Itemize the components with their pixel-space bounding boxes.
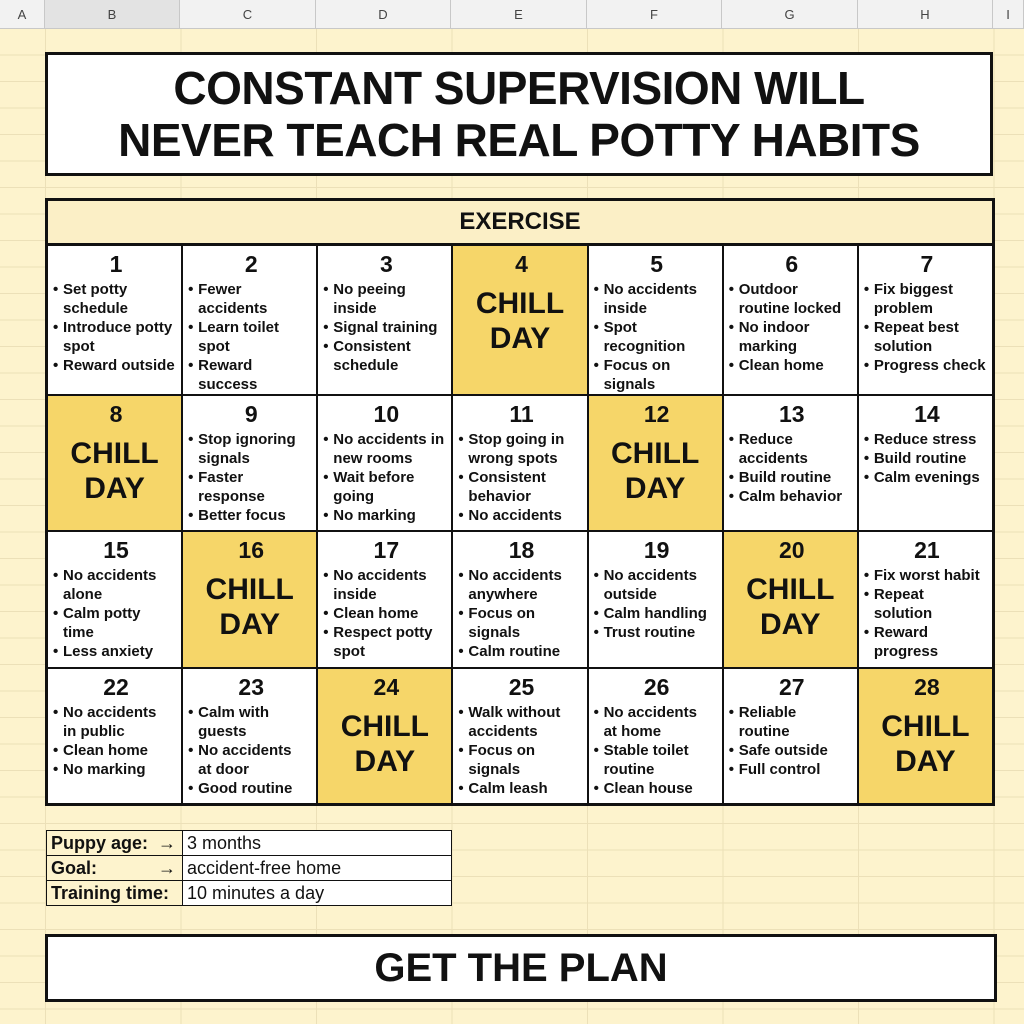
chill-day-label: CHILL DAY [70,437,159,505]
chill-day-label: CHILL DAY [746,573,835,642]
task-item: • Reward success [188,356,314,394]
day-cell[interactable] [724,246,857,394]
day-cell[interactable] [453,532,586,666]
task-item: • Wait before going [323,468,449,506]
task-item: • Stop going in wrong spots [458,430,584,468]
task-list [323,280,449,375]
task-list [864,430,990,487]
task-item: • Build routine [864,449,990,468]
task-item: • Signal training [323,318,449,337]
day-number: 19 [643,537,670,564]
task-item: • No indoor marking [729,318,855,356]
task-item: • Calm potty time [53,604,179,642]
day-number: 25 [508,673,535,700]
day-cell[interactable] [589,532,722,666]
day-cell[interactable] [183,246,316,394]
task-item: • Calm behavior [729,487,855,506]
day-number: 5 [650,251,664,277]
day-cell[interactable] [859,532,992,666]
task-item: • No accidents [458,506,584,525]
calendar-grid [48,246,992,803]
column-header-d[interactable]: D [316,0,451,28]
day-number: 22 [103,673,129,700]
task-item: • Calm with guests [188,703,314,741]
day-number: 20 [778,537,805,564]
task-list [594,703,720,798]
task-item: • Spot recognition [594,318,720,356]
day-number: 21 [914,537,940,564]
task-item: • Full control [729,760,855,779]
task-item: • Less anxiety [53,642,179,661]
task-item: • Reliable routine [729,703,855,741]
day-number: 1 [109,251,123,277]
task-item: • Repeat solution [864,585,990,623]
task-list [53,566,179,661]
task-list [864,566,990,661]
task-list [729,703,855,779]
day-cell[interactable] [859,396,992,530]
task-item: • Good routine [188,779,314,798]
day-number: 13 [778,401,805,427]
info-value-cell[interactable]: 3 months [183,831,452,856]
column-header-f[interactable]: F [587,0,722,28]
day-cell[interactable] [48,669,181,803]
task-item: • Fix worst habit [864,566,990,585]
day-number: 27 [778,673,805,700]
task-item: • Respect potty spot [323,623,449,661]
arrow-right-icon: → [158,833,176,853]
column-header-h[interactable]: H [858,0,993,28]
task-item: • No accidents at door [188,741,314,779]
chill-day-label: CHILL DAY [205,573,294,642]
get-the-plan-button[interactable]: GET THE PLAN [45,934,997,1002]
day-number: 12 [643,401,670,427]
day-cell[interactable] [48,246,181,394]
column-header-i[interactable]: I [993,0,1024,28]
day-number: 14 [914,401,940,427]
day-number: 24 [373,673,400,700]
task-item: • No marking [323,506,449,525]
task-item: • Reduce accidents [729,430,855,468]
task-item: • Introduce potty spot [53,318,179,356]
task-item: • Clean house [594,779,720,798]
task-item: • Progress check [864,356,990,375]
day-cell[interactable] [183,396,316,530]
day-number: 23 [238,673,264,700]
day-number: 16 [238,537,264,564]
info-label-cell[interactable] [47,881,183,906]
task-item: • Walk without accidents [458,703,584,741]
column-header-e[interactable]: E [451,0,587,28]
day-cell[interactable] [453,396,586,530]
task-item: • No accidents inside [594,280,720,318]
title-banner [45,52,993,176]
task-list [594,280,720,394]
task-item: • Fewer accidents [188,280,314,318]
task-list [458,430,584,525]
info-row [47,856,452,881]
column-header-bar [0,0,1024,29]
task-item: • Repeat best solution [864,318,990,356]
task-list [458,703,584,798]
day-number: 2 [244,251,258,277]
task-list [458,566,584,661]
day-cell[interactable] [48,396,181,530]
info-label: Goal: [51,857,98,878]
chill-day-label: CHILL DAY [881,709,970,778]
task-item: • No accidents inside [323,566,449,604]
info-label: Training time: [51,882,170,903]
task-item: • Focus on signals [594,356,720,394]
info-row [47,881,452,906]
column-header-b[interactable]: B [45,0,180,28]
task-list [323,430,449,525]
task-item: • Focus on signals [458,741,584,779]
info-label: Puppy age: [51,832,149,853]
day-number: 10 [373,401,400,427]
task-item: • No accidents alone [53,566,179,604]
day-cell[interactable] [318,396,451,530]
task-item: • Stop ignoring signals [188,430,314,468]
task-list [864,280,990,375]
day-cell[interactable] [48,532,181,666]
day-cell[interactable] [183,532,316,666]
task-item: • Reduce stress [864,430,990,449]
task-item: • Fix biggest problem [864,280,990,318]
column-header-c[interactable]: C [180,0,316,28]
task-item: • No accidents in new rooms [323,430,449,468]
task-list [188,703,314,798]
task-item: • Set potty schedule [53,280,179,318]
task-item: • Learn toilet spot [188,318,314,356]
task-item: • Consistent behavior [458,468,584,506]
task-list [53,703,179,779]
task-item: • Consistent schedule [323,337,449,375]
day-cell[interactable] [724,669,857,803]
task-item: • Calm handling [594,604,720,623]
task-item: • No accidents at home [594,703,720,741]
day-number: 17 [373,537,400,564]
day-number: 28 [914,673,940,700]
day-number: 8 [109,401,123,427]
day-cell[interactable] [183,669,316,803]
day-number: 15 [103,537,129,564]
task-list [594,566,720,642]
task-item: • Clean home [53,741,179,760]
day-cell[interactable] [453,246,586,394]
day-number: 6 [785,251,799,277]
day-cell[interactable] [724,396,857,530]
exercise-calendar [45,198,995,806]
task-item: • Reward progress [864,623,990,661]
info-value-cell[interactable]: accident-free home [183,856,452,881]
day-number: 3 [379,251,393,277]
task-item: • No peeing inside [323,280,449,318]
chill-day-label: CHILL DAY [610,437,700,505]
task-item: • Reward outside [53,356,179,375]
task-item: • Calm evenings [864,468,990,487]
task-item: • Build routine [729,468,855,487]
day-cell[interactable] [589,396,722,530]
task-list [188,280,314,394]
task-list [53,280,179,375]
task-item: • No accidents anywhere [458,566,584,604]
task-item: • Faster response [188,468,314,506]
day-cell[interactable] [318,246,451,394]
info-value-cell[interactable]: 10 minutes a day [183,881,452,906]
day-cell[interactable] [318,532,451,666]
info-table [46,830,452,906]
task-item: • Trust routine [594,623,720,642]
info-row [47,831,452,856]
chill-day-label: CHILL DAY [340,709,430,778]
task-list [323,566,449,661]
chill-day-label: CHILL DAY [475,287,565,355]
task-item: • Calm leash [458,779,584,798]
task-item: • Better focus [188,506,314,525]
day-cell[interactable] [859,669,992,803]
task-item: • Calm routine [458,642,584,661]
task-item: • No accidents outside [594,566,720,604]
day-cell[interactable] [453,669,586,803]
task-item: • No marking [53,760,179,779]
day-cell[interactable] [724,532,857,666]
task-list [729,430,855,506]
task-list [188,430,314,525]
day-cell[interactable] [589,669,722,803]
task-item: • No accidents in public [53,703,179,741]
day-number: 26 [643,673,670,700]
page-title: CONSTANT SUPERVISION WILL NEVER TEACH REAL POTTY HABITS [118,62,920,166]
info-label-cell[interactable] [47,831,183,856]
column-header-g[interactable]: G [722,0,858,28]
task-item: • Outdoor routine locked [729,280,855,318]
task-item: • Stable toilet routine [594,741,720,779]
calendar-header: EXERCISE [48,201,992,246]
day-number: 7 [920,251,934,277]
column-header-a[interactable]: A [0,0,45,28]
day-number: 18 [508,537,535,564]
day-cell[interactable] [589,246,722,394]
day-number: 11 [509,401,534,427]
task-item: • Safe outside [729,741,855,760]
task-item: • Clean home [729,356,855,375]
day-number: 9 [244,401,258,427]
day-number: 4 [515,251,528,277]
task-item: • Clean home [323,604,449,623]
day-cell[interactable] [859,246,992,394]
task-item: • Focus on signals [458,604,584,642]
task-list [729,280,855,375]
day-cell[interactable] [318,669,451,803]
arrow-right-icon: → [158,858,176,878]
info-label-cell[interactable] [47,856,183,881]
